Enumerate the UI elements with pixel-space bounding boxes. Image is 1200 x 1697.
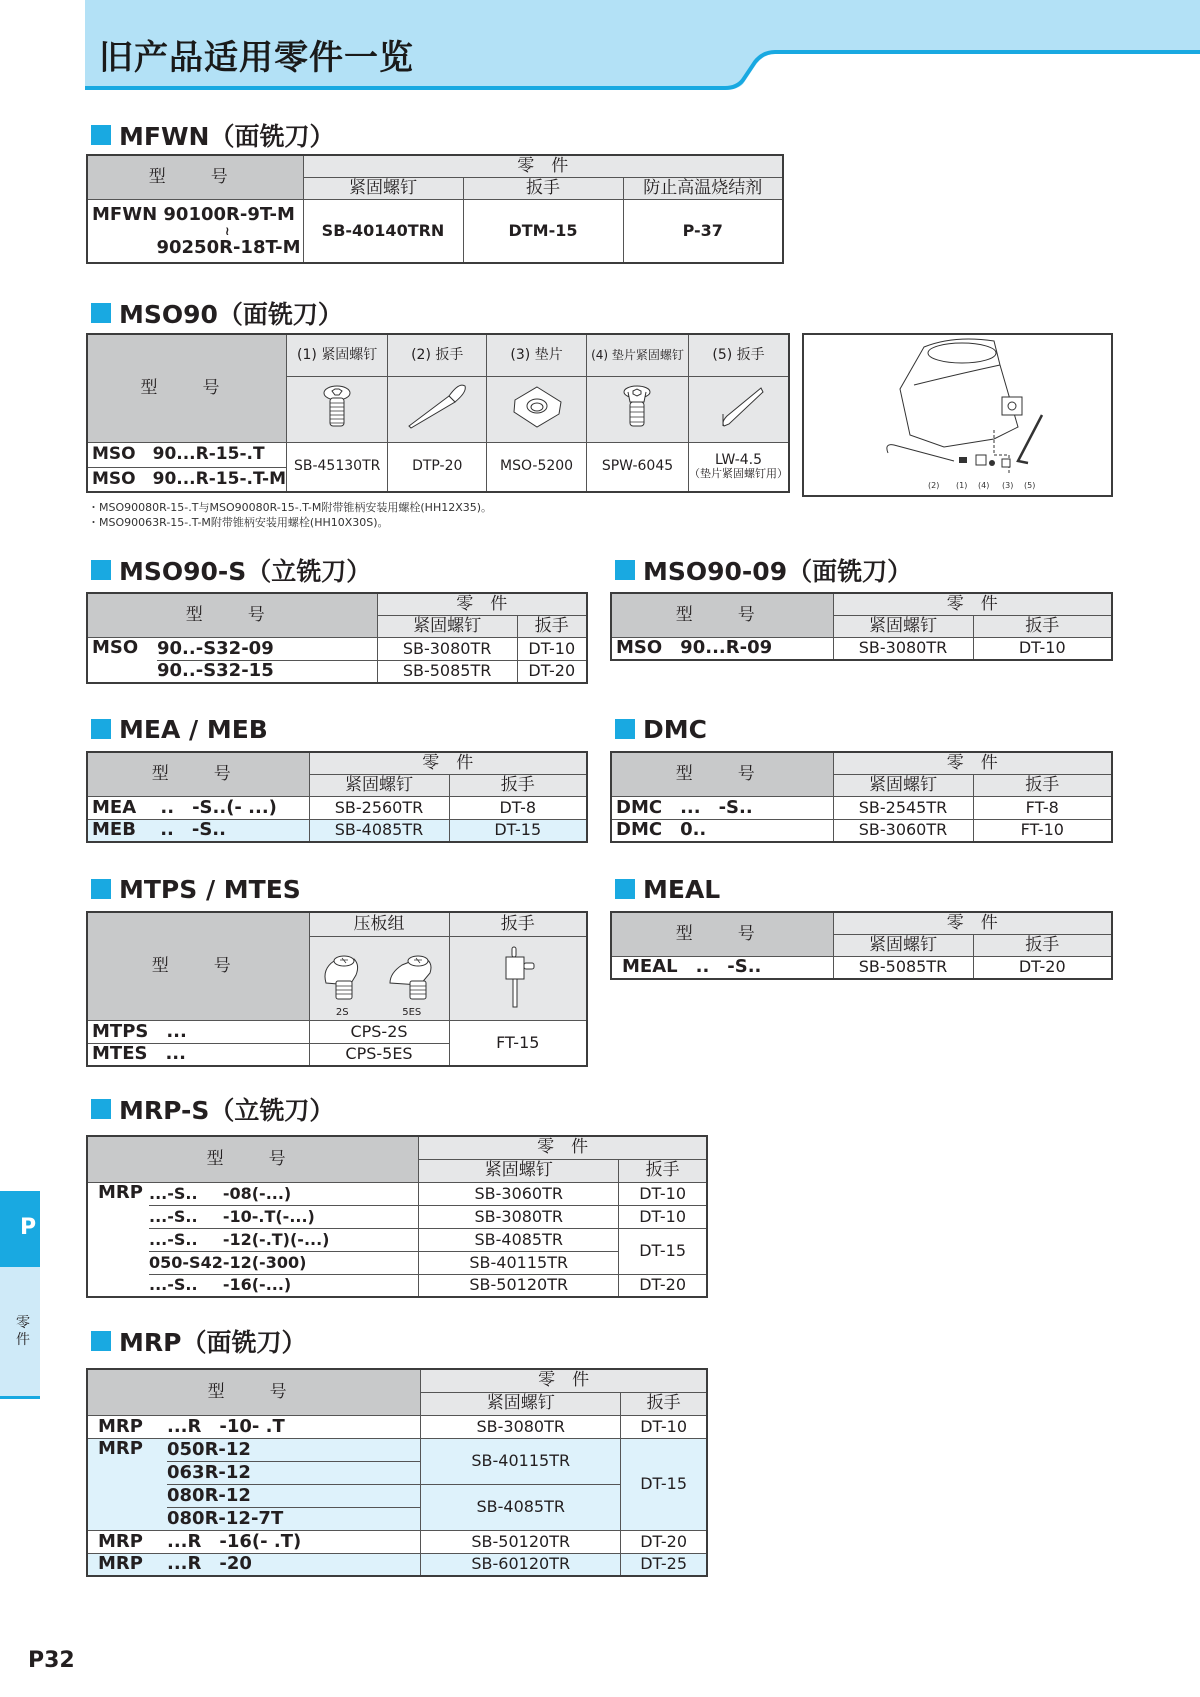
header-parts: 零 件 (309, 752, 587, 774)
model-cell: MEAL .. -S.. (611, 956, 833, 979)
model-part-a: ...-S.. (149, 1205, 223, 1228)
side-tab-letter-text: P (20, 1215, 37, 1240)
model-prefix: MRP (87, 1415, 167, 1438)
model-cell (87, 199, 303, 263)
value-hex-key (689, 442, 790, 492)
model-cell: DMC 0.. (611, 819, 833, 842)
model-part-b: -10-.T(-...) (223, 1205, 419, 1228)
svg-text:(1): (1) (956, 481, 968, 490)
wrench-value: DT-10 (621, 1415, 707, 1438)
section-mso90 (88, 298, 343, 328)
header-screw: 紧固螺钉 (833, 615, 973, 637)
wrench-value: DT-25 (621, 1553, 707, 1576)
screw-value: SB-40140TRN (303, 199, 463, 263)
screw-value: SB-50120TR (421, 1530, 621, 1553)
wrench-value: DT-10 (517, 637, 587, 660)
wrench-value: DT-10 (619, 1205, 707, 1228)
header-wrench: 扳手 (973, 615, 1112, 637)
screw-value: SB-40115TR (419, 1251, 619, 1274)
bullet-square-icon (91, 560, 111, 580)
wrench-value: DTM-15 (463, 199, 623, 263)
header-clamp: 压板组 (309, 912, 449, 936)
header-wrench: 扳手 (621, 1392, 707, 1415)
clamp-value: CPS-2S (309, 1020, 449, 1043)
model-row-2: MSO 90...R-15-.T-M (87, 467, 287, 492)
clamp-2s-icon (320, 951, 364, 1003)
model-prefix: MRP (87, 1182, 149, 1297)
screw-value: SB-50120TR (419, 1274, 619, 1297)
section-mso9009 (612, 555, 912, 585)
bullet-square-icon (615, 719, 635, 739)
screw-value: SB-60120TR (421, 1553, 621, 1576)
header-col-3: (3) 垫片 (487, 334, 587, 376)
bullet-square-icon (91, 303, 111, 323)
screw-value: SB-3080TR (377, 637, 517, 660)
section-title (612, 874, 720, 904)
mrps-table (86, 1135, 708, 1298)
screw-value: SB-3060TR (833, 819, 973, 842)
hex-key-icon (689, 376, 790, 442)
value-shim: MSO-5200 (487, 442, 587, 492)
model-cell: 90..-S32-09 (157, 637, 377, 660)
mso9009-table (610, 592, 1113, 661)
model-cell: 90..-S32-15 (157, 660, 377, 683)
wrench-value: DT-15 (449, 819, 587, 842)
model-cell: ...R -16(- .T) (167, 1530, 421, 1553)
bullet-square-icon (91, 719, 111, 739)
side-tab-label-text: 零 件 (16, 1315, 30, 1348)
model-line: 90250R-18T-M (156, 236, 301, 258)
page-title: 旧产品适用零件一览 (99, 38, 414, 78)
model-prefix: MRP (87, 1530, 167, 1553)
model-part-a: ...-S.. (149, 1274, 223, 1297)
header-wrench: 扳手 (517, 615, 587, 637)
section-title-text: MSO90（面铣刀） (119, 300, 343, 329)
model-cell: ...R -10- .T (167, 1415, 421, 1438)
header-model: 型 号 (87, 155, 303, 199)
model-line: MFWN 90100R-9T-M (92, 203, 295, 225)
header-col-5: (5) 扳手 (689, 334, 790, 376)
value-hex-key-note: （垫片紧固螺钉用） (689, 466, 788, 480)
screw-value: SB-3060TR (419, 1182, 619, 1205)
shim-icon (487, 376, 587, 442)
section-title (88, 120, 334, 150)
header-parts: 零 件 (303, 155, 783, 177)
section-meal (612, 874, 720, 904)
model-cell: MEA .. -S..(- ...) (87, 796, 309, 819)
model-cell: 080R-12-7T (167, 1507, 421, 1530)
mrp-table (86, 1368, 708, 1577)
header-parts: 零 件 (833, 752, 1112, 774)
wrench-value: DT-15 (619, 1228, 707, 1274)
bullet-square-icon (91, 1331, 111, 1351)
clamp-label: 5ES (402, 1007, 422, 1018)
model-cell: DMC ... -S.. (611, 796, 833, 819)
header-screw: 紧固螺钉 (419, 1159, 619, 1182)
value-hex-key-text: LW-4.5 (714, 451, 763, 468)
header-col-1: (1) 紧固螺钉 (287, 334, 388, 376)
screwdriver-icon (388, 376, 487, 442)
header-model: 型 号 (87, 593, 377, 637)
wrench-value: DT-15 (621, 1438, 707, 1530)
header-model: 型 号 (87, 334, 287, 442)
screw-value: SB-3080TR (833, 637, 973, 660)
model-part-a: ...-S.. (149, 1228, 223, 1251)
mso90-table (86, 333, 790, 493)
header-wrench: 扳手 (619, 1159, 707, 1182)
dmc-table (610, 751, 1113, 843)
section-title (612, 714, 707, 744)
value-screw: SB-45130TR (287, 442, 388, 492)
svg-text:(2): (2) (928, 481, 940, 490)
screw-value: SB-2560TR (309, 796, 449, 819)
svg-text:(4): (4) (978, 481, 990, 490)
page-number: P32 (28, 1648, 75, 1673)
section-title (88, 714, 268, 744)
section-title-text: MSO90-S（立铣刀） (119, 557, 372, 586)
note-line: ・MSO90080R-15-.T与MSO90080R-15-.T-M附带锥柄安装用螺栓(HH12X35)。 (88, 501, 493, 514)
header-parts: 零 件 (833, 593, 1112, 615)
wrench-value: DT-10 (619, 1182, 707, 1205)
header-screw: 紧固螺钉 (833, 774, 973, 796)
section-title-text: MSO90-09（面铣刀） (643, 557, 913, 586)
model-part-a: ...-S.. (149, 1182, 223, 1205)
header-wrench: 扳手 (449, 912, 587, 936)
svg-text:(3): (3) (1002, 481, 1014, 490)
screw-value: SB-40115TR (421, 1438, 621, 1484)
screw-value: SB-4085TR (419, 1228, 619, 1251)
section-title-text: DMC (643, 714, 707, 744)
wrench-value: DT-20 (517, 660, 587, 683)
model-cell: MTPS ... (87, 1020, 309, 1043)
bullet-square-icon (615, 560, 635, 580)
screw-value: SB-5085TR (377, 660, 517, 683)
bullet-square-icon (91, 1099, 111, 1119)
section-title (612, 555, 912, 585)
header-wrench: 扳手 (463, 177, 623, 199)
section-title-text: MEAL (643, 874, 721, 904)
header-screw: 紧固螺钉 (421, 1392, 621, 1415)
screw-value: SB-4085TR (309, 819, 449, 842)
header-screw: 紧固螺钉 (833, 934, 973, 956)
meameb-table (86, 751, 588, 843)
value-wrench: DTP-20 (388, 442, 487, 492)
section-title (88, 1094, 334, 1124)
value-shim-screw: SPW-6045 (586, 442, 688, 492)
section-title (88, 1326, 306, 1356)
section-title-text: MFWN（面铣刀） (119, 122, 335, 151)
screw-value: SB-2545TR (833, 796, 973, 819)
model-cell: 080R-12 (167, 1484, 421, 1507)
section-title-text: MRP（面铣刀） (119, 1328, 307, 1357)
model-cell: 050R-12 (167, 1438, 421, 1461)
header-parts: 零 件 (419, 1136, 707, 1159)
section-mrp (88, 1326, 306, 1356)
header-model: 型 号 (611, 912, 833, 956)
header-model: 型 号 (87, 1369, 421, 1415)
screw-value: SB-3080TR (419, 1205, 619, 1228)
model-cell: MTES ... (87, 1043, 309, 1066)
wrench-value: DT-20 (619, 1274, 707, 1297)
header-model: 型 号 (87, 912, 309, 1020)
wrench-value: DT-10 (973, 637, 1112, 660)
section-title-text: MTPS / MTES (119, 874, 301, 904)
section-title (88, 555, 371, 585)
t-wrench-icon (449, 936, 587, 1020)
model-row-1: MSO 90...R-15-.T (87, 442, 287, 467)
model-part-b: -12(-300) (223, 1251, 419, 1274)
model-cell: 063R-12 (167, 1461, 421, 1484)
wrench-value: FT-10 (973, 819, 1112, 842)
header-col-4: (4) 垫片紧固螺钉 (586, 334, 688, 376)
bullet-square-icon (91, 125, 111, 145)
header-wrench: 扳手 (973, 774, 1112, 796)
model-part-b: -16(-...) (223, 1274, 419, 1297)
wrench-value: FT-8 (973, 796, 1112, 819)
clamp-value: CPS-5ES (309, 1043, 449, 1066)
header-parts: 零 件 (421, 1369, 707, 1392)
clamp-label: 2S (335, 1007, 349, 1018)
side-tab-label (0, 1267, 40, 1399)
mso90-assembly-diagram (802, 333, 1113, 497)
header-screw: 紧固螺钉 (377, 615, 517, 637)
header-col-2: (2) 扳手 (388, 334, 487, 376)
model-part-b: -08(-...) (223, 1182, 419, 1205)
clamp-5es (386, 951, 438, 1018)
mso90s-table (86, 592, 588, 684)
header-model: 型 号 (87, 752, 309, 796)
model-part-b: -12(-.T)(-...) (223, 1228, 419, 1251)
header-parts: 零 件 (833, 912, 1112, 934)
bullet-square-icon (91, 879, 111, 899)
section-title-text: MEA / MEB (119, 714, 268, 744)
model-cell: MEB .. -S.. (87, 819, 309, 842)
section-title (88, 874, 301, 904)
screw-value: SB-3080TR (421, 1415, 621, 1438)
wrench-value: DT-8 (449, 796, 587, 819)
antiseize-value: P-37 (623, 199, 783, 263)
section-mrps (88, 1094, 334, 1124)
header-model: 型 号 (611, 752, 833, 796)
section-mfwn (88, 120, 334, 150)
svg-text:(5): (5) (1024, 481, 1036, 490)
side-tab-letter (0, 1191, 40, 1267)
section-mso90s (88, 555, 371, 585)
section-dmc (612, 714, 707, 744)
model-cell: ...R -20 (167, 1553, 421, 1576)
header-screw: 紧固螺钉 (303, 177, 463, 199)
model-prefix: MRP (87, 1553, 167, 1576)
clamp-set-icons (309, 936, 449, 1020)
wrench-value: FT-15 (449, 1020, 587, 1066)
mfwn-table (86, 154, 784, 264)
model-prefix: MRP (87, 1438, 167, 1530)
clamp-5es-icon (386, 951, 438, 1003)
section-meameb (88, 714, 268, 744)
section-title-text: MRP-S（立铣刀） (119, 1096, 335, 1125)
meal-table (610, 911, 1113, 980)
header-parts: 零 件 (377, 593, 587, 615)
note-line: ・MSO90063R-15-.T-M附带锥柄安装用螺栓(HH10X30S)。 (88, 516, 389, 529)
torx-screw-icon (287, 376, 388, 442)
model-prefix: MSO (87, 637, 157, 683)
header-model: 型 号 (87, 1136, 419, 1182)
screw-value: SB-5085TR (833, 956, 973, 979)
wrench-value: DT-20 (973, 956, 1112, 979)
header-screw: 紧固螺钉 (309, 774, 449, 796)
page-header (85, 0, 1200, 92)
mso90-notes (88, 500, 492, 530)
header-antiseize: 防止高温烧结剂 (623, 177, 783, 199)
clamp-2s (320, 951, 364, 1018)
model-cell: MSO 90...R-09 (611, 637, 833, 660)
shim-screw-icon (586, 376, 688, 442)
model-part-a: 050-S42 (149, 1251, 223, 1274)
wrench-value: DT-20 (621, 1530, 707, 1553)
header-wrench: 扳手 (449, 774, 587, 796)
screw-value: SB-4085TR (421, 1484, 621, 1530)
header-wrench: 扳手 (973, 934, 1112, 956)
model-range-sep: ≀ (225, 223, 230, 238)
header-model: 型 号 (611, 593, 833, 637)
section-mtps (88, 874, 301, 904)
mtps-table (86, 911, 588, 1067)
section-title (88, 298, 343, 328)
bullet-square-icon (615, 879, 635, 899)
